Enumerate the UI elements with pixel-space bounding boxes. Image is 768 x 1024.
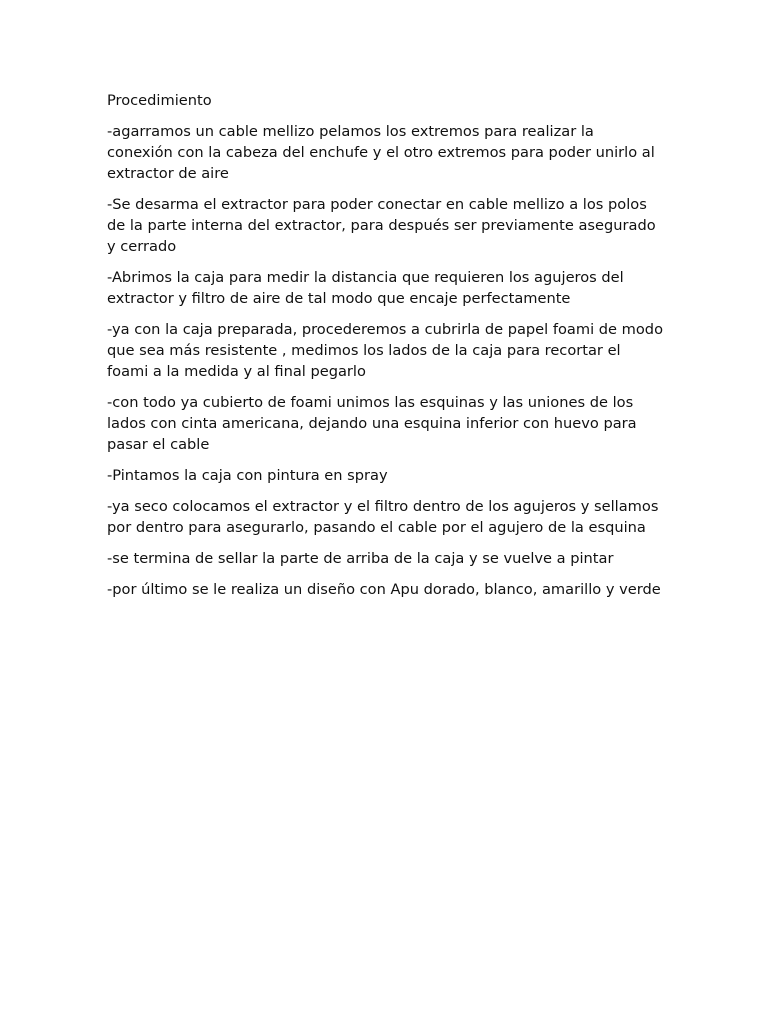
paragraph-8: -se termina de sellar la parte de arriba de la caja y se vuelve a pintar	[107, 550, 614, 567]
paragraph-1: -agarramos un cable mellizo pelamos los extremos para realizar la conexión con la cabeza del enchufe y el otro extremos para poder unirlo al extractor de aire	[107, 123, 655, 182]
paragraph-7: -ya seco colocamos el extractor y el filtro dentro de los agujeros y sellamos por dentro para asegurarlo, pasando el cable por el agujero de la esquina	[107, 498, 659, 536]
document-body	[107, 90, 663, 610]
paragraph-6: -Pintamos la caja con pintura en spray	[107, 467, 388, 484]
paragraph-9: -por último se le realiza un diseño con Apu dorado, blanco, amarillo y verde	[107, 581, 661, 598]
paragraph-5: -con todo ya cubierto de foami unimos las esquinas y las uniones de los lados con cinta americana, dejando una esquina inferior con huevo para pasar el cable	[107, 394, 637, 453]
document-title: Procedimiento	[107, 92, 212, 109]
paragraph-2: -Se desarma el extractor para poder conectar en cable mellizo a los polos de la parte interna del extractor, para después ser previamente asegurado y cerrado	[107, 196, 656, 255]
paragraph-4: -ya con la caja preparada, procederemos a cubrirla de papel foami de modo que sea más resistente , medimos los lados de la caja para recortar el foami a la medida y al final pegarlo	[107, 321, 663, 380]
paragraph-3: -Abrimos la caja para medir la distancia que requieren los agujeros del extractor y filtro de aire de tal modo que encaje perfectamente	[107, 269, 624, 307]
